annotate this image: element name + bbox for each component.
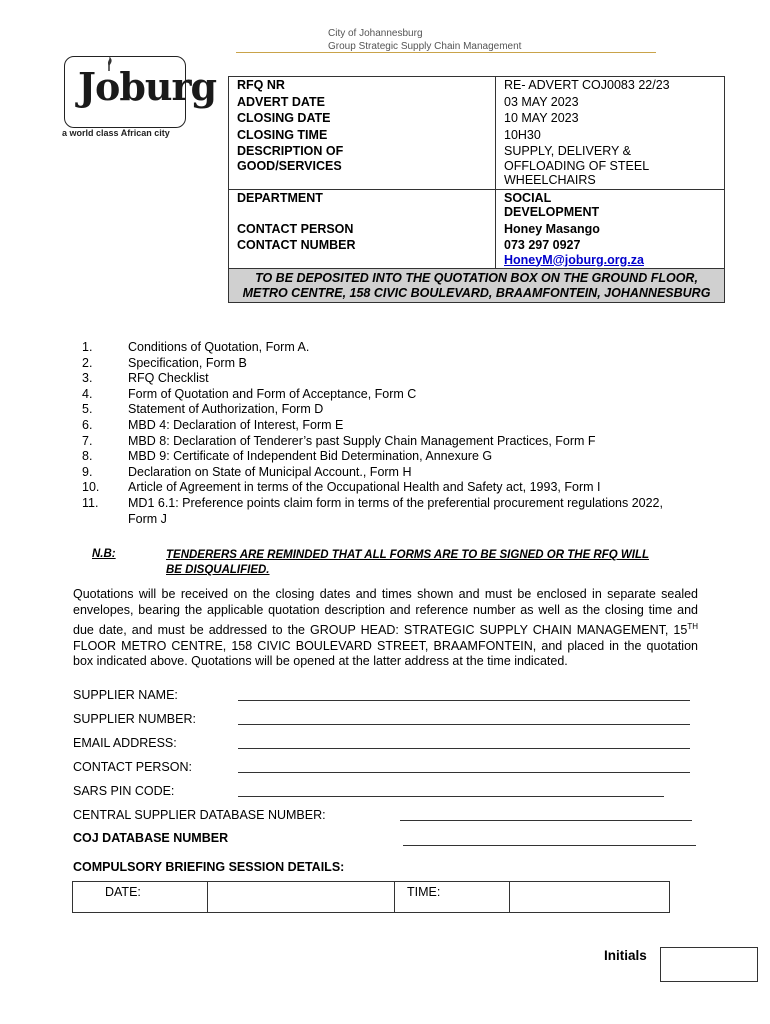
list-item: 2. Specification, Form B <box>82 355 247 370</box>
coj-database-label: COJ DATABASE NUMBER <box>73 831 229 845</box>
list-item: 11. MD1 6.1: Preference points claim form in terms of the preferential procurement regulations 2022, Form J <box>82 495 663 526</box>
contact-person-input[interactable] <box>238 772 690 773</box>
org-department: Group Strategic Supply Chain Management <box>328 41 522 52</box>
contact-number-cell <box>496 237 725 269</box>
supplier-name-input[interactable] <box>238 700 690 701</box>
list-item: 7. MBD 8: Declaration of Tenderer’s past Supply Chain Management Practices, Form F <box>82 433 596 448</box>
sars-pin-input[interactable] <box>238 796 664 797</box>
logo-wordmark: Joburg <box>78 64 217 109</box>
email-address-label: EMAIL ADDRESS: <box>73 736 177 750</box>
initials-label: Initials <box>604 948 647 963</box>
department-value: SOCIAL DEVELOPMENT <box>496 189 725 221</box>
contact-number-value: 073 297 0927 <box>504 238 581 252</box>
supplier-number-input[interactable] <box>238 724 690 725</box>
list-item: 10. Article of Agreement in terms of the Occupational Health and Safety act, 1993, Form I <box>82 480 601 495</box>
list-item: 1. Conditions of Quotation, Form A. <box>82 340 310 354</box>
org-header <box>328 27 521 53</box>
header-rule <box>236 52 656 53</box>
supplier-number-label: SUPPLIER NUMBER: <box>73 712 196 726</box>
closing-date-value: 10 MAY 2023 <box>496 110 725 127</box>
briefing-time-label: TIME: <box>395 882 510 913</box>
forms-list <box>72 340 712 527</box>
briefing-date-value[interactable] <box>208 882 395 913</box>
nb-warning: TENDERERS ARE REMINDED THAT ALL FORMS ARE TO BE SIGNED OR THE RFQ WILL BE DISQUALIFIED. <box>166 549 650 576</box>
advert-date-label: ADVERT DATE <box>229 94 496 111</box>
contact-number-label: CONTACT NUMBER <box>229 237 496 269</box>
closing-time-label: CLOSING TIME <box>229 127 496 144</box>
logo-tagline: a world class African city <box>62 128 170 138</box>
contact-email-link[interactable]: HoneyM@joburg.org.za <box>504 252 644 267</box>
initials-box[interactable] <box>660 947 758 982</box>
contact-person-field-label: CONTACT PERSON: <box>73 760 192 774</box>
nb-label: N.B: <box>92 548 116 560</box>
list-item: 8. MBD 9: Certificate of Independent Bid Determination, Annexure G <box>82 449 493 464</box>
description-value: SUPPLY, DELIVERY & OFFLOADING OF STEEL WHEELCHAIRS <box>496 143 725 189</box>
contact-person-label: CONTACT PERSON <box>229 221 496 238</box>
description-label: DESCRIPTION OF GOOD/SERVICES <box>229 143 496 189</box>
closing-date-label: CLOSING DATE <box>229 110 496 127</box>
supplier-name-label: SUPPLIER NAME: <box>73 688 178 702</box>
list-item: 6. MBD 4: Declaration of Interest, Form E <box>82 417 344 432</box>
contact-person-value: Honey Masango <box>496 221 725 238</box>
closing-time-value: 10H30 <box>496 127 725 144</box>
advert-date-value: 03 MAY 2023 <box>496 94 725 111</box>
briefing-date-label: DATE: <box>73 882 208 913</box>
briefing-title: COMPULSORY BRIEFING SESSION DETAILS: <box>73 860 345 874</box>
deposit-note: TO BE DEPOSITED INTO THE QUOTATION BOX ON THE GROUND FLOOR, METRO CENTRE, 158 CIVIC BOULEVARD, BRAAMFONTEIN, JOHANNESBURG <box>229 269 725 303</box>
list-item: 3. RFQ Checklist <box>82 371 209 386</box>
rfq-nr-value: RE- ADVERT COJ0083 22/23 <box>496 77 725 94</box>
rfq-info-table <box>228 76 725 303</box>
list-item: 4. Form of Quotation and Form of Acceptance, Form C <box>82 386 417 401</box>
org-name: City of Johannesburg <box>328 28 423 39</box>
csd-number-input[interactable] <box>400 820 692 821</box>
briefing-table <box>72 881 670 913</box>
list-item: 9. Declaration on State of Municipal Account., Form H <box>82 464 412 479</box>
sars-pin-label: SARS PIN CODE: <box>73 784 175 798</box>
list-item: 5. Statement of Authorization, Form D <box>82 402 324 417</box>
csd-number-label: CENTRAL SUPPLIER DATABASE NUMBER: <box>73 808 326 822</box>
instructions-paragraph: Quotations will be received on the closing dates and times shown and must be enclosed in separate sealed envelopes, bearing the applicable quotation description and reference number as well as the closing time and due date, and must be addressed to the GROUP HEAD: STRATEGIC SUPPLY CHAIN MANAGEMENT, 15TH FLOOR METRO CENTRE, 158 CIVIC BOULEVARD STREET, BRAAMFONTEIN, and placed in the quotation box indicated above. Quotations will be opened at the latter address at the time indicated. <box>73 587 698 669</box>
department-label: DEPARTMENT <box>229 189 496 221</box>
briefing-time-value[interactable] <box>510 882 670 913</box>
email-address-input[interactable] <box>238 748 690 749</box>
rfq-nr-label: RFQ NR <box>229 77 496 94</box>
coj-database-input[interactable] <box>403 845 696 846</box>
